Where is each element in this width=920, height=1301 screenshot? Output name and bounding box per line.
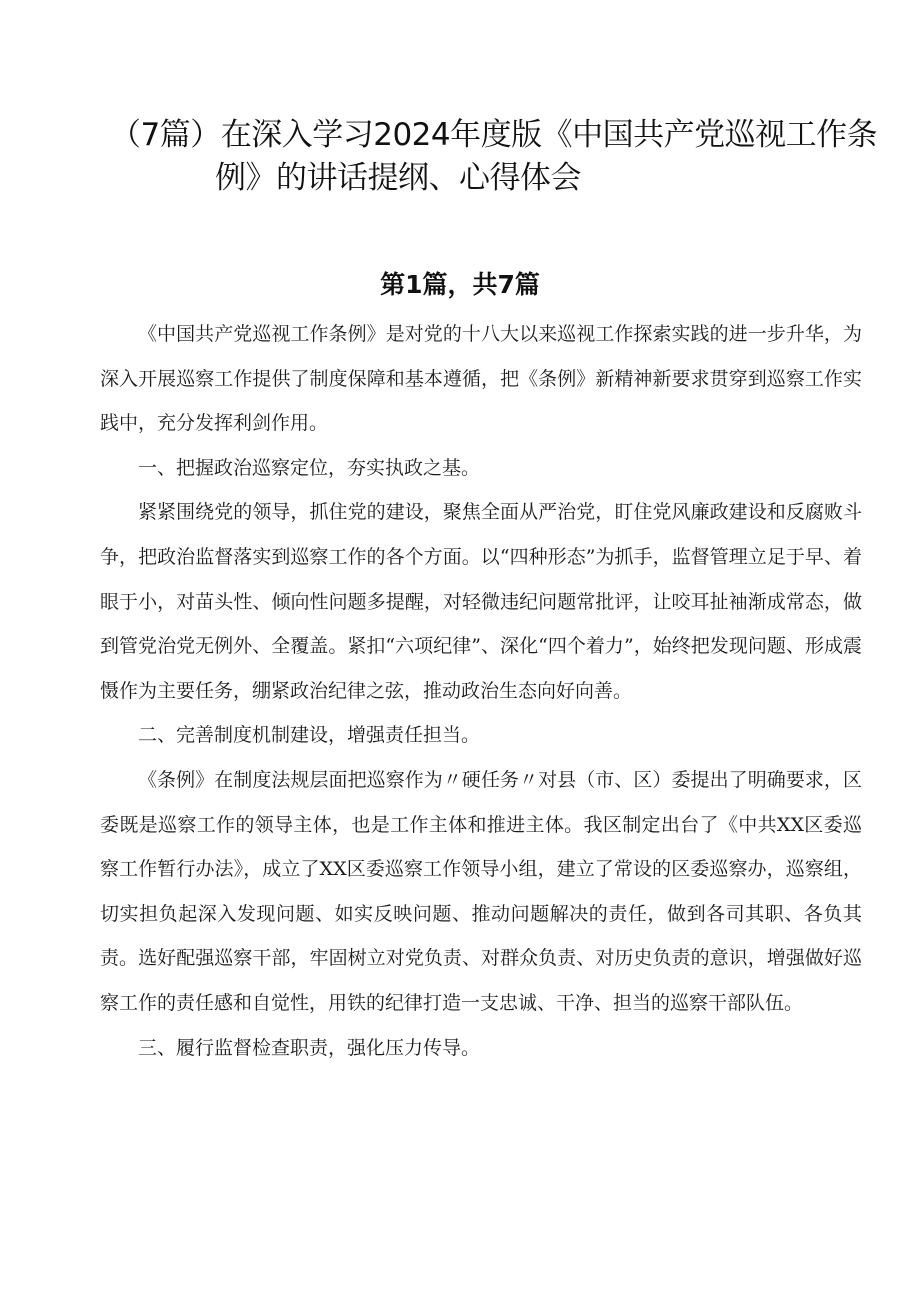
section-heading-3: 三、履行监督检查职责，强化压力传导。 xyxy=(138,1036,481,1059)
document-title-line-2: 例》的讲话提纲、心得体会 xyxy=(215,160,581,196)
document-title-line-1: （7篇）在深入学习2024年度版《中国共产党巡视工作条 xyxy=(110,117,878,153)
section-heading-1: 一、把握政治巡察定位，夯实执政之基。 xyxy=(138,456,481,479)
body-paragraph-2: 《条例》在制度法规层面把巡察作为〃硬任务〃对县（市、区）委提出了明确要求，区委既是巡察工作的领导主体，也是工作主体和推进主体。我区制定出台了《中共XX区委巡察工作暂行办法》，成立了XX区委巡察工作领导小组，建立了常设的区委巡察办，巡察组，切实担负起深入发现问题、如实反映问题、推动问题解决的责任，做到各司其职、各负其责。选好配强巡察干部，牢固树立对党负责、对群众负责、对历史负责的意识，增强做好巡察工作的责任感和自觉性，用铁的纪律打造一支忠诚、干净、担当的巡察干部队伍。 xyxy=(100,768,862,1014)
body-paragraph-1: 紧紧围绕党的领导，抓住党的建设，聚焦全面从严治党，盯住党风廉政建设和反腐败斗争，把政治监督落实到巡察工作的各个方面。以“四种形态”为抓手，监督管理立足于早、着眼于小，对苗头性、倾向性问题多提醒，对轻微违纪问题常批评，让咬耳扯袖渐成常态，做到管党治党无例外、全覆盖。紧扣“六项纪律”、深化“四个着力”，始终把发现问题、形成震慑作为主要任务，绷紧政治纪律之弦，推动政治生态向好向善。 xyxy=(100,501,862,702)
document-title xyxy=(110,114,878,200)
section-heading-2: 二、完善制度机制建设，增强责任担当。 xyxy=(138,724,481,747)
intro-paragraph: 《中国共产党巡视工作条例》是对党的十八大以来巡视工作探索实践的进一步升华，为深入开展巡察工作提供了制度保障和基本遵循，把《条例》新精神新要求贯穿到巡察工作实践中，充分发挥利剑作用。 xyxy=(100,323,862,435)
section-title: 第1篇，共7篇 xyxy=(380,270,540,299)
document-body xyxy=(100,312,862,1070)
